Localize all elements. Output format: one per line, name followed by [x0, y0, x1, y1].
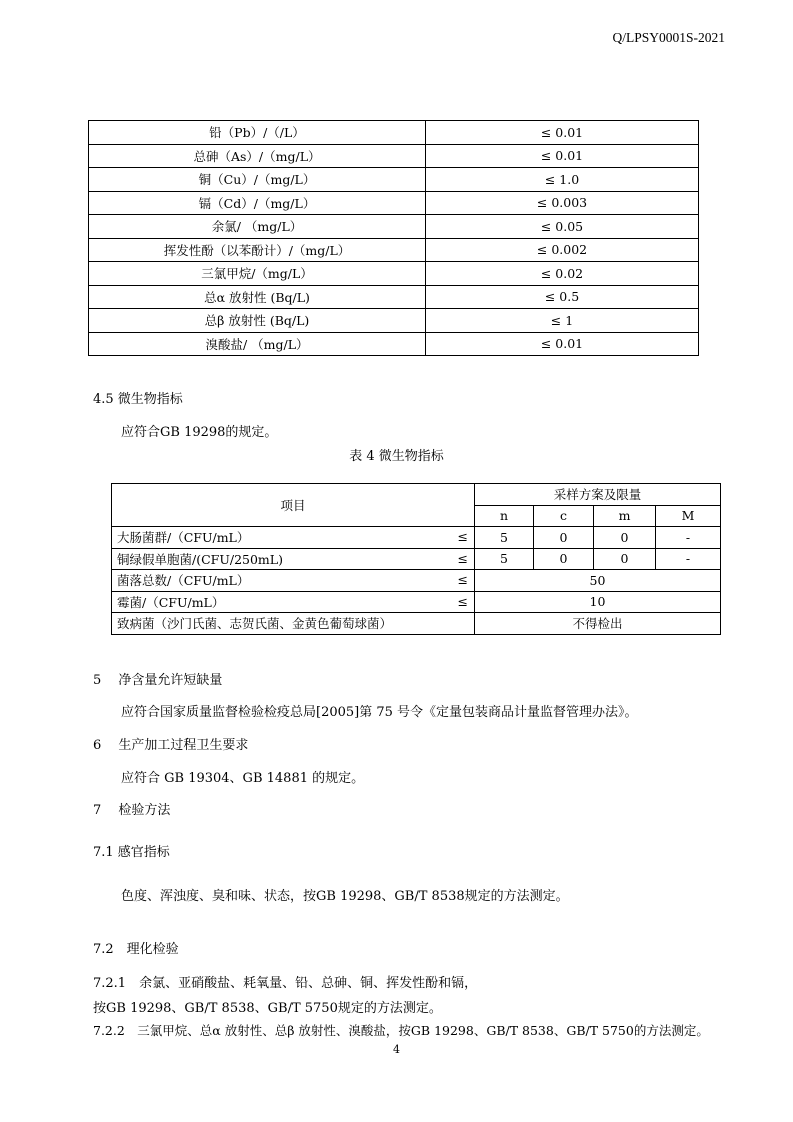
- item-label: 霉菌/（CFU/mL）: [117, 594, 225, 610]
- limit-value: ≤ 1.0: [426, 168, 699, 192]
- value-m: 0: [594, 527, 656, 549]
- item-label: 三氯甲烷/（mg/L）: [89, 262, 426, 286]
- limit-value: ≤ 0.002: [426, 238, 699, 262]
- item-label: 铅（Pb）/（/L）: [89, 121, 426, 145]
- value-n: 5: [475, 527, 534, 549]
- item-label: 总β 放射性 (Bq/L): [89, 309, 426, 333]
- item-label: 致病菌（沙门氏菌、志贺氏菌、金黄色葡萄球菌）: [112, 613, 475, 635]
- value-m: 0: [594, 548, 656, 570]
- table-row: [89, 309, 699, 333]
- limit-value: ≤ 0.05: [426, 215, 699, 239]
- section-5-heading: 5 净含量允许短缺量: [93, 673, 223, 688]
- limit-value: ≤ 0.003: [426, 191, 699, 215]
- limit-value: ≤ 0.5: [426, 285, 699, 309]
- section-7-1-heading: 7.1 感官指标: [93, 845, 170, 860]
- table-row: [112, 527, 721, 549]
- limit-value: ≤ 1: [426, 309, 699, 333]
- section-7-2-1-line1: 7.2.1 余氯、亚硝酸盐、耗氧量、铅、总砷、铜、挥发性酚和镉，: [93, 976, 478, 991]
- microbial-table: [111, 483, 721, 635]
- table4-subheader-M: M: [656, 505, 721, 527]
- section-4-5-heading: 4.5 微生物指标: [93, 392, 183, 407]
- item-label: 挥发性酚（以苯酚计）/（mg/L）: [89, 238, 426, 262]
- section-7-1-body: 色度、浑浊度、臭和味、状态，按GB 19298、GB/T 8538规定的方法测定。: [121, 889, 569, 904]
- table4-subheader-m: m: [594, 505, 656, 527]
- limit-value: ≤ 0.01: [426, 332, 699, 356]
- value-c: 0: [534, 548, 594, 570]
- page-number: 4: [393, 1043, 400, 1056]
- section-7-2-2-line1: 7.2.2 三氯甲烷、总α 放射性、总β 放射性、溴酸盐，按GB 19298、GB/T 8538、GB/T 5750的方法测定。: [93, 1023, 709, 1038]
- limit-value: ≤ 0.01: [426, 121, 699, 145]
- section-4-5-body: 应符合GB 19298的规定。: [121, 425, 278, 440]
- section-7-heading: 7 检验方法: [93, 803, 171, 818]
- limit-value: ≤ 0.01: [426, 144, 699, 168]
- table-row: [112, 570, 721, 592]
- section-7-2-heading: 7.2 理化检验: [93, 942, 179, 957]
- table-row: [89, 238, 699, 262]
- section-5-body: 应符合国家质量监督检验检疫总局[2005]第 75 号令《定量包装商品计量监督管理办法》。: [121, 705, 638, 720]
- value-c: 0: [534, 527, 594, 549]
- le-symbol: ≤: [457, 529, 468, 544]
- item-label: 总α 放射性 (Bq/L): [89, 285, 426, 309]
- value-limit: 10: [475, 591, 721, 613]
- physicochemical-table: [88, 120, 699, 356]
- item-label: 大肠菌群/（CFU/mL）: [117, 530, 250, 546]
- value-M: -: [656, 527, 721, 549]
- table4-caption: 表 4 微生物指标: [349, 449, 444, 464]
- value-n: 5: [475, 548, 534, 570]
- table4-header-plan: 采样方案及限量: [475, 484, 721, 506]
- table-row: [112, 591, 721, 613]
- table-row: [89, 121, 699, 145]
- value-limit: 不得检出: [475, 613, 721, 635]
- table-row: [89, 262, 699, 286]
- table4-header-item: 项目: [112, 484, 475, 527]
- table-row: [89, 215, 699, 239]
- table4-subheader-n: n: [475, 505, 534, 527]
- section-6-heading: 6 生产加工过程卫生要求: [93, 738, 249, 753]
- table-row: [112, 548, 721, 570]
- item-label: 溴酸盐/ （mg/L）: [89, 332, 426, 356]
- item-label: 余氯/ （mg/L）: [89, 215, 426, 239]
- table-row: [89, 191, 699, 215]
- section-6-body: 应符合 GB 19304、GB 14881 的规定。: [121, 771, 365, 786]
- item-label: 铜绿假单胞菌/(CFU/250mL): [117, 551, 283, 567]
- value-limit: 50: [475, 570, 721, 592]
- item-label: 总砷（As）/（mg/L）: [89, 144, 426, 168]
- document-id: Q/LPSY0001S-2021: [612, 30, 725, 45]
- table-row: [89, 168, 699, 192]
- item-label: 镉（Cd）/（mg/L）: [89, 191, 426, 215]
- table-row: [112, 613, 721, 635]
- table-row: [89, 285, 699, 309]
- item-label: 铜（Cu）/（mg/L）: [89, 168, 426, 192]
- le-symbol: ≤: [457, 550, 468, 566]
- le-symbol: ≤: [457, 593, 468, 609]
- le-symbol: ≤: [457, 572, 468, 587]
- section-7-2-1-line2: 按GB 19298、GB/T 8538、GB/T 5750规定的方法测定。: [93, 1001, 442, 1016]
- table-row: [89, 332, 699, 356]
- limit-value: ≤ 0.02: [426, 262, 699, 286]
- table4-subheader-c: c: [534, 505, 594, 527]
- value-M: -: [656, 548, 721, 570]
- table-row: [89, 144, 699, 168]
- item-label: 菌落总数/（CFU/mL）: [117, 573, 250, 589]
